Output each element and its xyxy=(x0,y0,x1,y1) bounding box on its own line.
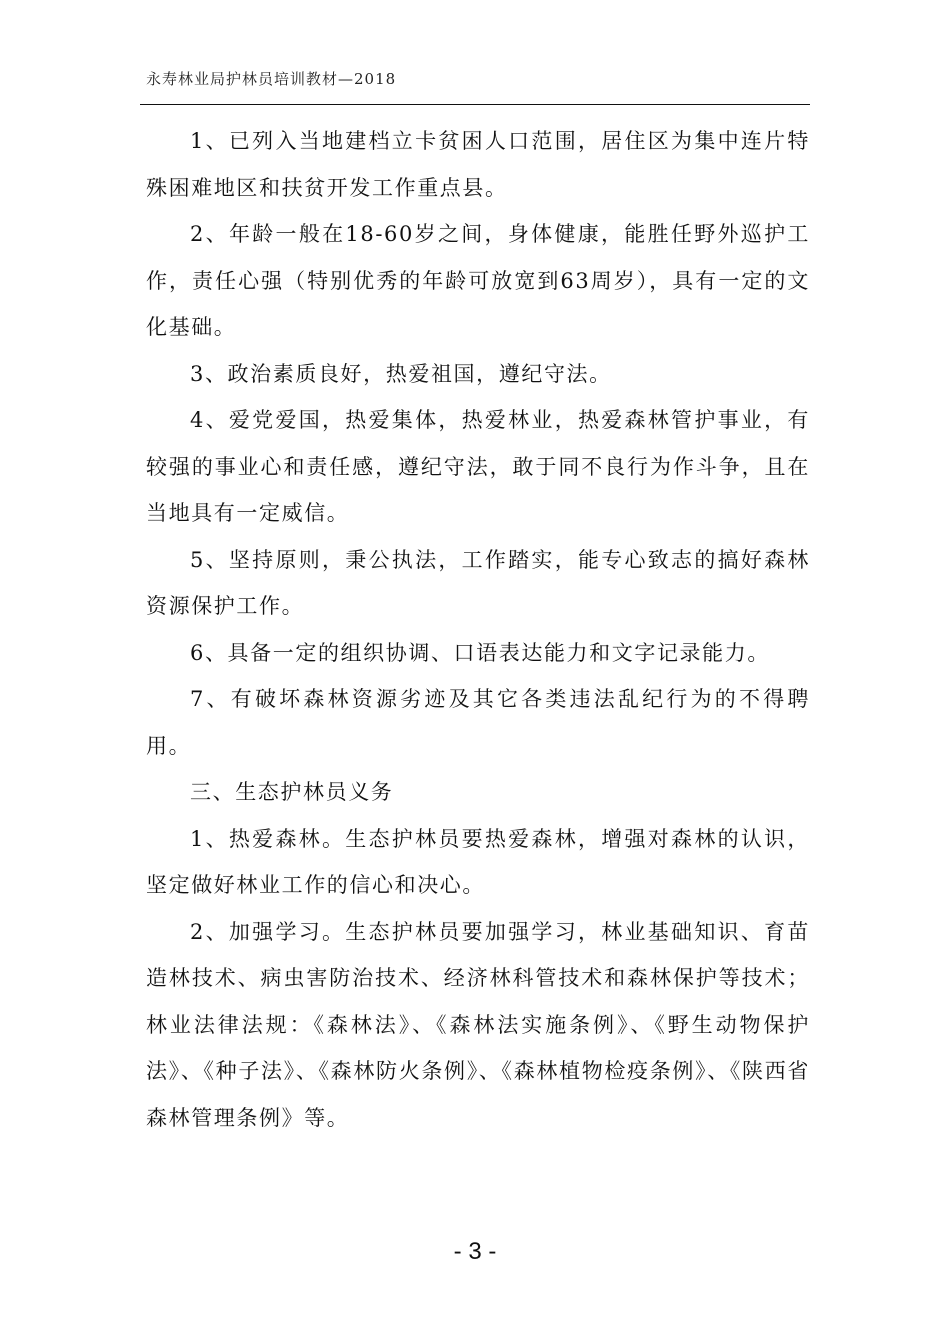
paragraph-duty-1: 1、热爱森林。生态护林员要热爱森林，增强对森林的认识，坚定做好林业工作的信心和决心。 xyxy=(146,826,810,897)
paragraph-5: 5、坚持原则，秉公执法，工作踏实，能专心致志的搞好森林资源保护工作。 xyxy=(146,547,810,618)
paragraph-7: 7、有破坏森林资源劣迹及其它各类违法乱纪行为的不得聘用。 xyxy=(146,687,810,758)
body-text xyxy=(146,118,810,1141)
section-heading: 三、生态护林员义务 xyxy=(190,780,394,804)
paragraph-3: 3、政治素质良好，热爱祖国，遵纪守法。 xyxy=(190,361,612,386)
paragraph-6: 6、具备一定的组织协调、口语表达能力和文字记录能力。 xyxy=(190,640,770,665)
paragraph-4: 4、爱党爱国，热爱集体，热爱林业，热爱森林管护事业，有较强的事业心和责任感，遵纪守法，敢于同不良行为作斗争，且在当地具有一定威信。 xyxy=(146,408,810,525)
running-header: 永寿林业局护林员培训教材—2018 xyxy=(146,70,397,88)
page-number: - 3 - xyxy=(453,1238,497,1265)
header-rule xyxy=(140,104,810,105)
paragraph-2: 2、年龄一般在18-60岁之间，身体健康，能胜任野外巡护工作，责任心强（特别优秀的年龄可放宽到63周岁），具有一定的文化基础。 xyxy=(146,222,810,339)
paragraph-duty-2: 2、加强学习。生态护林员要加强学习，林业基础知识、育苗造林技术、病虫害防治技术、经济林科管技术和森林保护等技术；林业法律法规：《森林法》、《森林法实施条例》、《野生动物保护法》、《种子法》、《森林防火条例》、《森林植物检疫条例》、《陕西省森林管理条例》等。 xyxy=(146,919,810,1130)
paragraph-1: 1、已列入当地建档立卡贫困人口范围，居住区为集中连片特殊困难地区和扶贫开发工作重点县。 xyxy=(146,129,810,200)
